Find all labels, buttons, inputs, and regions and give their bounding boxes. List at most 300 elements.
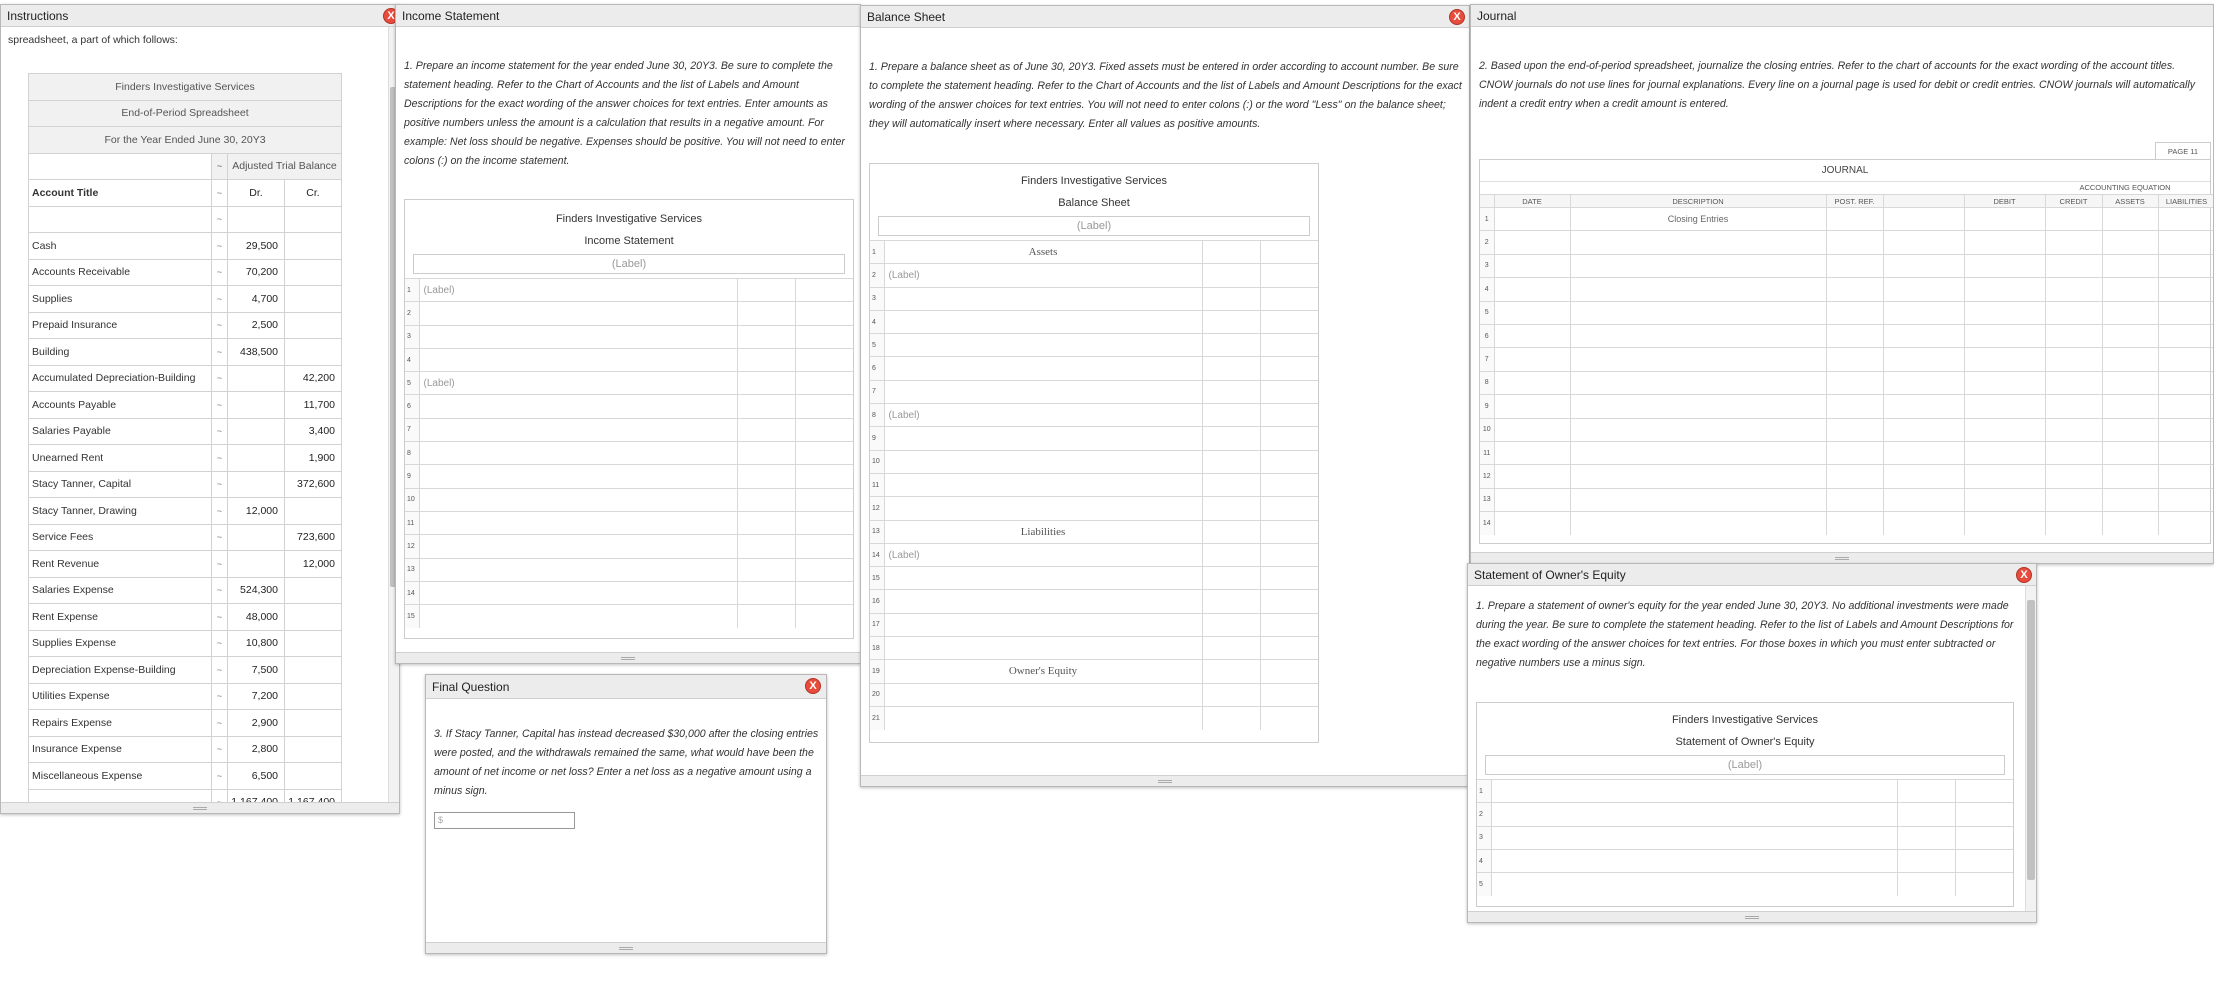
amount-cell[interactable]: [1202, 520, 1260, 543]
journal-cell-assets[interactable]: [2102, 488, 2158, 511]
journal-cell-liabilities[interactable]: [2158, 301, 2214, 324]
statement-company: Finders Investigative Services: [1020, 175, 1168, 187]
journal-cell-post-ref[interactable]: [1826, 208, 1883, 231]
close-icon[interactable]: X: [1449, 9, 1465, 25]
amount-cell[interactable]: [1260, 334, 1318, 357]
row-label-cell[interactable]: [884, 473, 1202, 496]
resize-grip[interactable]: [1745, 916, 1759, 919]
amount-cell[interactable]: [1955, 803, 2013, 826]
amount-cell[interactable]: [795, 325, 853, 348]
row-label-cell[interactable]: [419, 465, 737, 488]
journal-row: [1480, 418, 2214, 441]
amount-cell[interactable]: [1260, 567, 1318, 590]
amount-cell[interactable]: [1202, 264, 1260, 287]
journal-cell-credit[interactable]: [2045, 231, 2102, 254]
journal-cell-liabilities[interactable]: [2158, 348, 2214, 371]
journal-cell-post-ref[interactable]: [1826, 348, 1883, 371]
amount-cell[interactable]: [737, 348, 795, 371]
amount-cell[interactable]: [1202, 287, 1260, 310]
journal-cell-assets[interactable]: [2102, 278, 2158, 301]
journal-cell-assets[interactable]: [2102, 418, 2158, 441]
journal-cell-liabilities[interactable]: [2158, 254, 2214, 277]
journal-cell-liabilities[interactable]: [2158, 208, 2214, 231]
row-label-cell[interactable]: [1491, 873, 1897, 896]
ss-arrow[interactable]: ~: [212, 630, 228, 657]
amount-cell[interactable]: [1260, 404, 1318, 427]
journal-cell-assets[interactable]: [2102, 324, 2158, 347]
amount-cell[interactable]: [1202, 450, 1260, 473]
journal-cell-liabilities[interactable]: [2158, 278, 2214, 301]
row-label-cell[interactable]: (Label): [884, 404, 1202, 427]
amount-cell[interactable]: [1955, 849, 2013, 872]
accounting-equation-heading: ACCOUNTING EQUATION: [2079, 183, 2171, 192]
amount-cell[interactable]: [1260, 287, 1318, 310]
journal-cell-liabilities[interactable]: [2158, 512, 2214, 535]
amount-cell[interactable]: [1897, 873, 1955, 896]
ss-debit: [228, 471, 285, 498]
journal-cell-spacer[interactable]: [1883, 324, 1964, 347]
resize-grip[interactable]: [193, 807, 207, 810]
row-label-cell[interactable]: [419, 302, 737, 325]
journal-cell-assets[interactable]: [2102, 371, 2158, 394]
journal-cell-description[interactable]: [1570, 488, 1826, 511]
journal-cell-date[interactable]: [1494, 441, 1570, 464]
row-label-cell[interactable]: Liabilities: [884, 520, 1202, 543]
ss-arrow[interactable]: ~: [212, 233, 228, 260]
journal-cell-description[interactable]: [1570, 301, 1826, 324]
journal-cell-assets[interactable]: [2102, 465, 2158, 488]
row-label-cell[interactable]: [884, 590, 1202, 613]
amount-cell[interactable]: [737, 395, 795, 418]
journal-cell-credit[interactable]: [2045, 395, 2102, 418]
amount-cell[interactable]: [737, 535, 795, 558]
journal-cell-assets[interactable]: [2102, 348, 2158, 371]
amount-cell[interactable]: [1260, 427, 1318, 450]
amount-cell[interactable]: [1202, 613, 1260, 636]
statement-date-label[interactable]: (Label): [878, 216, 1310, 236]
resize-grip[interactable]: [1158, 780, 1172, 783]
amount-cell[interactable]: [1202, 497, 1260, 520]
row-label-cell[interactable]: [1491, 826, 1897, 849]
journal-cell-post-ref[interactable]: [1826, 254, 1883, 277]
amount-cell[interactable]: [1202, 427, 1260, 450]
amount-cell[interactable]: [1955, 826, 2013, 849]
journal-cell-description[interactable]: [1570, 512, 1826, 535]
amount-cell[interactable]: [795, 488, 853, 511]
row-label-cell[interactable]: [419, 511, 737, 534]
row-label-cell[interactable]: (Label): [419, 372, 737, 395]
journal-cell-debit[interactable]: [1964, 441, 2045, 464]
amount-cell[interactable]: [737, 465, 795, 488]
journal-cell-credit[interactable]: [2045, 465, 2102, 488]
amount-cell[interactable]: [1260, 450, 1318, 473]
amount-cell[interactable]: [1202, 404, 1260, 427]
row-label-cell[interactable]: [419, 395, 737, 418]
balance-titlebar[interactable]: [861, 6, 1469, 28]
journal-cell-spacer[interactable]: [1883, 208, 1964, 231]
amount-cell[interactable]: [795, 535, 853, 558]
amount-cell[interactable]: [737, 372, 795, 395]
statement-date-label[interactable]: (Label): [1485, 755, 2005, 775]
close-icon[interactable]: X: [805, 678, 821, 694]
amount-cell[interactable]: [1260, 637, 1318, 660]
journal-cell-credit[interactable]: [2045, 441, 2102, 464]
journal-cell-debit[interactable]: [1964, 348, 2045, 371]
row-label-cell[interactable]: [419, 488, 737, 511]
journal-cell-date[interactable]: [1494, 208, 1570, 231]
journal-cell-date[interactable]: [1494, 231, 1570, 254]
journal-cell-debit[interactable]: [1964, 278, 2045, 301]
journal-cell-date[interactable]: [1494, 324, 1570, 347]
amount-cell[interactable]: [1897, 826, 1955, 849]
amount-cell[interactable]: [737, 302, 795, 325]
amount-cell[interactable]: [1202, 310, 1260, 333]
journal-cell-post-ref[interactable]: [1826, 512, 1883, 535]
journal-cell-credit[interactable]: [2045, 418, 2102, 441]
journal-cell-description[interactable]: [1570, 254, 1826, 277]
ss-arrow[interactable]: ~: [212, 683, 228, 710]
ss-arrow[interactable]: ~: [212, 286, 228, 313]
amount-cell[interactable]: [1202, 357, 1260, 380]
amount-cell[interactable]: [737, 418, 795, 441]
journal-cell-spacer[interactable]: [1883, 488, 1964, 511]
amount-cell[interactable]: [1260, 706, 1318, 729]
amount-cell[interactable]: [795, 372, 853, 395]
amount-cell[interactable]: [795, 605, 853, 628]
row-label-cell[interactable]: [884, 310, 1202, 333]
journal-cell-debit[interactable]: [1964, 395, 2045, 418]
statement-date-label[interactable]: (Label): [413, 254, 845, 274]
amount-cell[interactable]: [737, 558, 795, 581]
journal-cell-date[interactable]: [1494, 301, 1570, 324]
ss-arrow[interactable]: ~: [212, 710, 228, 737]
journal-cell-assets[interactable]: [2102, 231, 2158, 254]
row-number: 13: [1480, 488, 1494, 511]
amount-cell[interactable]: [1260, 357, 1318, 380]
amount-cell[interactable]: [1202, 380, 1260, 403]
amount-cell[interactable]: [737, 581, 795, 604]
row-label-cell[interactable]: [419, 558, 737, 581]
amount-cell[interactable]: [737, 442, 795, 465]
row-label-cell[interactable]: [884, 380, 1202, 403]
window-title: Journal: [1477, 9, 1517, 23]
amount-cell[interactable]: [1260, 660, 1318, 683]
journal-cell-liabilities[interactable]: [2158, 488, 2214, 511]
journal-cell-debit[interactable]: [1964, 208, 2045, 231]
journal-cell-assets[interactable]: [2102, 395, 2158, 418]
amount-cell[interactable]: [795, 511, 853, 534]
amount-cell[interactable]: [737, 488, 795, 511]
ss-arrow[interactable]: ~: [212, 657, 228, 684]
close-icon[interactable]: X: [2016, 567, 2032, 583]
ss-arrow[interactable]: ~: [212, 551, 228, 578]
row-number: 15: [870, 567, 884, 590]
journal-cell-credit[interactable]: [2045, 488, 2102, 511]
row-label-cell[interactable]: [884, 427, 1202, 450]
scroll-thumb[interactable]: [2027, 600, 2035, 880]
resize-grip[interactable]: [619, 947, 633, 950]
row-label-cell[interactable]: [419, 348, 737, 371]
row-label-cell[interactable]: [884, 706, 1202, 729]
ss-arrow[interactable]: ~: [212, 577, 228, 604]
row-label-cell[interactable]: [884, 287, 1202, 310]
ss-arrow[interactable]: ~: [212, 471, 228, 498]
row-label-cell[interactable]: [1491, 780, 1897, 803]
income-titlebar[interactable]: [396, 5, 860, 27]
journal-cell-post-ref[interactable]: [1826, 301, 1883, 324]
ss-arrow[interactable]: ~: [212, 259, 228, 286]
journal-cell-spacer[interactable]: [1883, 395, 1964, 418]
ss-arrow[interactable]: ~: [212, 206, 228, 233]
row-number: 10: [870, 450, 884, 473]
journal-cell-credit[interactable]: [2045, 371, 2102, 394]
amount-cell[interactable]: [1955, 780, 2013, 803]
row-label-cell[interactable]: Assets: [884, 241, 1202, 264]
journal-cell-post-ref[interactable]: [1826, 371, 1883, 394]
journal-cell-description[interactable]: [1570, 441, 1826, 464]
journal-cell-post-ref[interactable]: [1826, 231, 1883, 254]
journal-cell-liabilities[interactable]: [2158, 371, 2214, 394]
amount-cell[interactable]: [737, 511, 795, 534]
amount-cell[interactable]: [1260, 380, 1318, 403]
row-label-cell[interactable]: [419, 605, 737, 628]
journal-cell-description[interactable]: [1570, 231, 1826, 254]
ss-arrow[interactable]: ~: [212, 736, 228, 763]
journal-cell-debit[interactable]: [1964, 301, 2045, 324]
journal-cell-date[interactable]: [1494, 371, 1570, 394]
amount-cell[interactable]: [795, 302, 853, 325]
amount-cell[interactable]: [1260, 497, 1318, 520]
ss-arrow[interactable]: ~: [212, 339, 228, 366]
journal-cell-debit[interactable]: [1964, 488, 2045, 511]
ss-arrow[interactable]: ~: [212, 153, 228, 180]
amount-cell[interactable]: [1202, 334, 1260, 357]
amount-cell[interactable]: [737, 325, 795, 348]
journal-cell-assets[interactable]: [2102, 512, 2158, 535]
row-label-cell[interactable]: [884, 450, 1202, 473]
journal-cell-post-ref[interactable]: [1826, 278, 1883, 301]
amount-cell[interactable]: [1202, 683, 1260, 706]
statement-row: [870, 590, 1318, 613]
journal-cell-liabilities[interactable]: [2158, 465, 2214, 488]
journal-cell-description[interactable]: [1570, 395, 1826, 418]
amount-cell[interactable]: [1955, 873, 2013, 896]
amount-cell[interactable]: [1202, 567, 1260, 590]
amount-cell[interactable]: [795, 581, 853, 604]
row-label-cell[interactable]: [884, 334, 1202, 357]
amount-cell[interactable]: [795, 279, 853, 302]
row-label-cell[interactable]: [1491, 803, 1897, 826]
journal-cell-date[interactable]: [1494, 254, 1570, 277]
journal-cell-credit[interactable]: [2045, 348, 2102, 371]
journal-cell-spacer[interactable]: [1883, 278, 1964, 301]
journal-cell-date[interactable]: [1494, 418, 1570, 441]
amount-cell[interactable]: [1202, 590, 1260, 613]
journal-cell-credit[interactable]: [2045, 324, 2102, 347]
journal-cell-spacer[interactable]: [1883, 418, 1964, 441]
row-label-cell[interactable]: [1491, 849, 1897, 872]
amount-cell[interactable]: [1202, 241, 1260, 264]
ss-arrow[interactable]: ~: [212, 180, 228, 207]
journal-cell-debit[interactable]: [1964, 254, 2045, 277]
ss-arrow[interactable]: ~: [212, 763, 228, 790]
amount-cell[interactable]: [1260, 683, 1318, 706]
journal-cell-liabilities[interactable]: [2158, 395, 2214, 418]
journal-cell-post-ref[interactable]: [1826, 395, 1883, 418]
final-titlebar[interactable]: [426, 675, 826, 699]
equity-grid: [1477, 779, 2013, 896]
journal-cell-description[interactable]: Closing Entries: [1570, 208, 1826, 231]
ss-arrow[interactable]: ~: [212, 524, 228, 551]
row-label-cell[interactable]: (Label): [884, 543, 1202, 566]
journal-cell-spacer[interactable]: [1883, 348, 1964, 371]
journal-cell-liabilities[interactable]: [2158, 418, 2214, 441]
journal-cell-debit[interactable]: [1964, 512, 2045, 535]
amount-cell[interactable]: [795, 465, 853, 488]
journal-titlebar[interactable]: [1471, 5, 2213, 27]
amount-cell[interactable]: [795, 418, 853, 441]
amount-cell[interactable]: [737, 279, 795, 302]
journal-cell-debit[interactable]: [1964, 231, 2045, 254]
journal-cell-spacer[interactable]: [1883, 231, 1964, 254]
journal-cell-description[interactable]: [1570, 278, 1826, 301]
journal-cell-date[interactable]: [1494, 395, 1570, 418]
ss-account-title: Accounts Payable: [29, 392, 212, 419]
row-label-cell[interactable]: [884, 637, 1202, 660]
row-number: 8: [870, 404, 884, 427]
row-label-cell[interactable]: (Label): [884, 264, 1202, 287]
amount-cell[interactable]: [1897, 780, 1955, 803]
journal-cell-date[interactable]: [1494, 488, 1570, 511]
journal-cell-date[interactable]: [1494, 465, 1570, 488]
row-number: 3: [1480, 254, 1494, 277]
journal-cell-post-ref[interactable]: [1826, 488, 1883, 511]
journal-cell-date[interactable]: [1494, 348, 1570, 371]
journal-cell-debit[interactable]: [1964, 371, 2045, 394]
journal-cell-debit[interactable]: [1964, 418, 2045, 441]
amount-cell[interactable]: [795, 348, 853, 371]
journal-cell-spacer[interactable]: [1883, 254, 1964, 277]
journal-cell-credit[interactable]: [2045, 278, 2102, 301]
amount-cell[interactable]: [1260, 520, 1318, 543]
journal-cell-credit[interactable]: [2045, 512, 2102, 535]
journal-cell-description[interactable]: [1570, 371, 1826, 394]
journal-cell-liabilities[interactable]: [2158, 324, 2214, 347]
resize-grip[interactable]: [1835, 557, 1849, 560]
journal-page-tab[interactable]: PAGE 11: [2155, 142, 2211, 160]
journal-cell-debit[interactable]: [1964, 465, 2045, 488]
journal-cell-assets[interactable]: [2102, 254, 2158, 277]
journal-cell-liabilities[interactable]: [2158, 441, 2214, 464]
close-icon[interactable]: X: [383, 8, 399, 24]
journal-cell-credit[interactable]: [2045, 254, 2102, 277]
amount-cell[interactable]: [1260, 473, 1318, 496]
amount-cell[interactable]: [795, 558, 853, 581]
amount-cell[interactable]: [1202, 473, 1260, 496]
row-label-cell[interactable]: [419, 325, 737, 348]
ss-arrow[interactable]: ~: [212, 392, 228, 419]
row-label-cell[interactable]: [884, 357, 1202, 380]
ss-arrow[interactable]: ~: [212, 604, 228, 631]
journal-cell-assets[interactable]: [2102, 208, 2158, 231]
row-label-cell[interactable]: [884, 613, 1202, 636]
ss-arrow[interactable]: ~: [212, 418, 228, 445]
amount-cell[interactable]: [1202, 637, 1260, 660]
journal-cell-spacer[interactable]: [1883, 512, 1964, 535]
amount-cell[interactable]: [1260, 613, 1318, 636]
journal-cell-date[interactable]: [1494, 512, 1570, 535]
ss-arrow[interactable]: ~: [212, 498, 228, 525]
amount-cell[interactable]: [795, 395, 853, 418]
amount-cell[interactable]: [1260, 590, 1318, 613]
row-label-cell[interactable]: [419, 418, 737, 441]
journal-cell-post-ref[interactable]: [1826, 418, 1883, 441]
equity-titlebar[interactable]: [1468, 564, 2036, 586]
journal-cell-spacer[interactable]: [1883, 441, 1964, 464]
journal-cell-date[interactable]: [1494, 278, 1570, 301]
amount-cell[interactable]: [1260, 310, 1318, 333]
ss-arrow[interactable]: ~: [212, 445, 228, 472]
journal-cell-liabilities[interactable]: [2158, 231, 2214, 254]
journal-cell-spacer[interactable]: [1883, 465, 1964, 488]
amount-cell[interactable]: [1260, 241, 1318, 264]
window-title: Instructions: [7, 9, 69, 23]
journal-cell-description[interactable]: [1570, 418, 1826, 441]
journal-cell-description[interactable]: [1570, 348, 1826, 371]
amount-cell[interactable]: [1202, 543, 1260, 566]
row-label-cell[interactable]: [884, 683, 1202, 706]
journal-cell-assets[interactable]: [2102, 301, 2158, 324]
instructions-window: [0, 4, 400, 814]
ss-arrow[interactable]: ~: [212, 312, 228, 339]
amount-cell[interactable]: [1202, 660, 1260, 683]
ss-debit: 6,500: [228, 763, 285, 790]
resize-grip[interactable]: [621, 657, 635, 660]
journal-cell-description[interactable]: [1570, 324, 1826, 347]
journal-cell-credit[interactable]: [2045, 301, 2102, 324]
journal-cell-post-ref[interactable]: [1826, 465, 1883, 488]
amount-cell[interactable]: [737, 605, 795, 628]
amount-cell[interactable]: [1260, 543, 1318, 566]
journal-cell-spacer[interactable]: [1883, 371, 1964, 394]
row-number: 6: [870, 357, 884, 380]
journal-cell-spacer[interactable]: [1883, 301, 1964, 324]
journal-cell-debit[interactable]: [1964, 324, 2045, 347]
net-income-answer-input[interactable]: $: [434, 812, 575, 829]
instructions-titlebar[interactable]: [1, 5, 399, 27]
row-label-cell[interactable]: [884, 567, 1202, 590]
statement-row: [405, 279, 853, 302]
row-label-cell[interactable]: [419, 535, 737, 558]
journal-cell-description[interactable]: [1570, 465, 1826, 488]
ss-arrow[interactable]: ~: [212, 365, 228, 392]
journal-cell-post-ref[interactable]: [1826, 324, 1883, 347]
journal-cell-assets[interactable]: [2102, 441, 2158, 464]
amount-cell[interactable]: [1897, 803, 1955, 826]
row-label-cell[interactable]: (Label): [419, 279, 737, 302]
row-label-cell[interactable]: [419, 581, 737, 604]
row-label-cell[interactable]: [884, 497, 1202, 520]
row-label-cell[interactable]: Owner's Equity: [884, 660, 1202, 683]
row-label-cell[interactable]: [419, 442, 737, 465]
journal-cell-credit[interactable]: [2045, 208, 2102, 231]
amount-cell[interactable]: [1260, 264, 1318, 287]
amount-cell[interactable]: [795, 442, 853, 465]
equity-scrollbar[interactable]: [2025, 586, 2036, 911]
amount-cell[interactable]: [1202, 706, 1260, 729]
amount-cell[interactable]: [1897, 849, 1955, 872]
journal-cell-post-ref[interactable]: [1826, 441, 1883, 464]
